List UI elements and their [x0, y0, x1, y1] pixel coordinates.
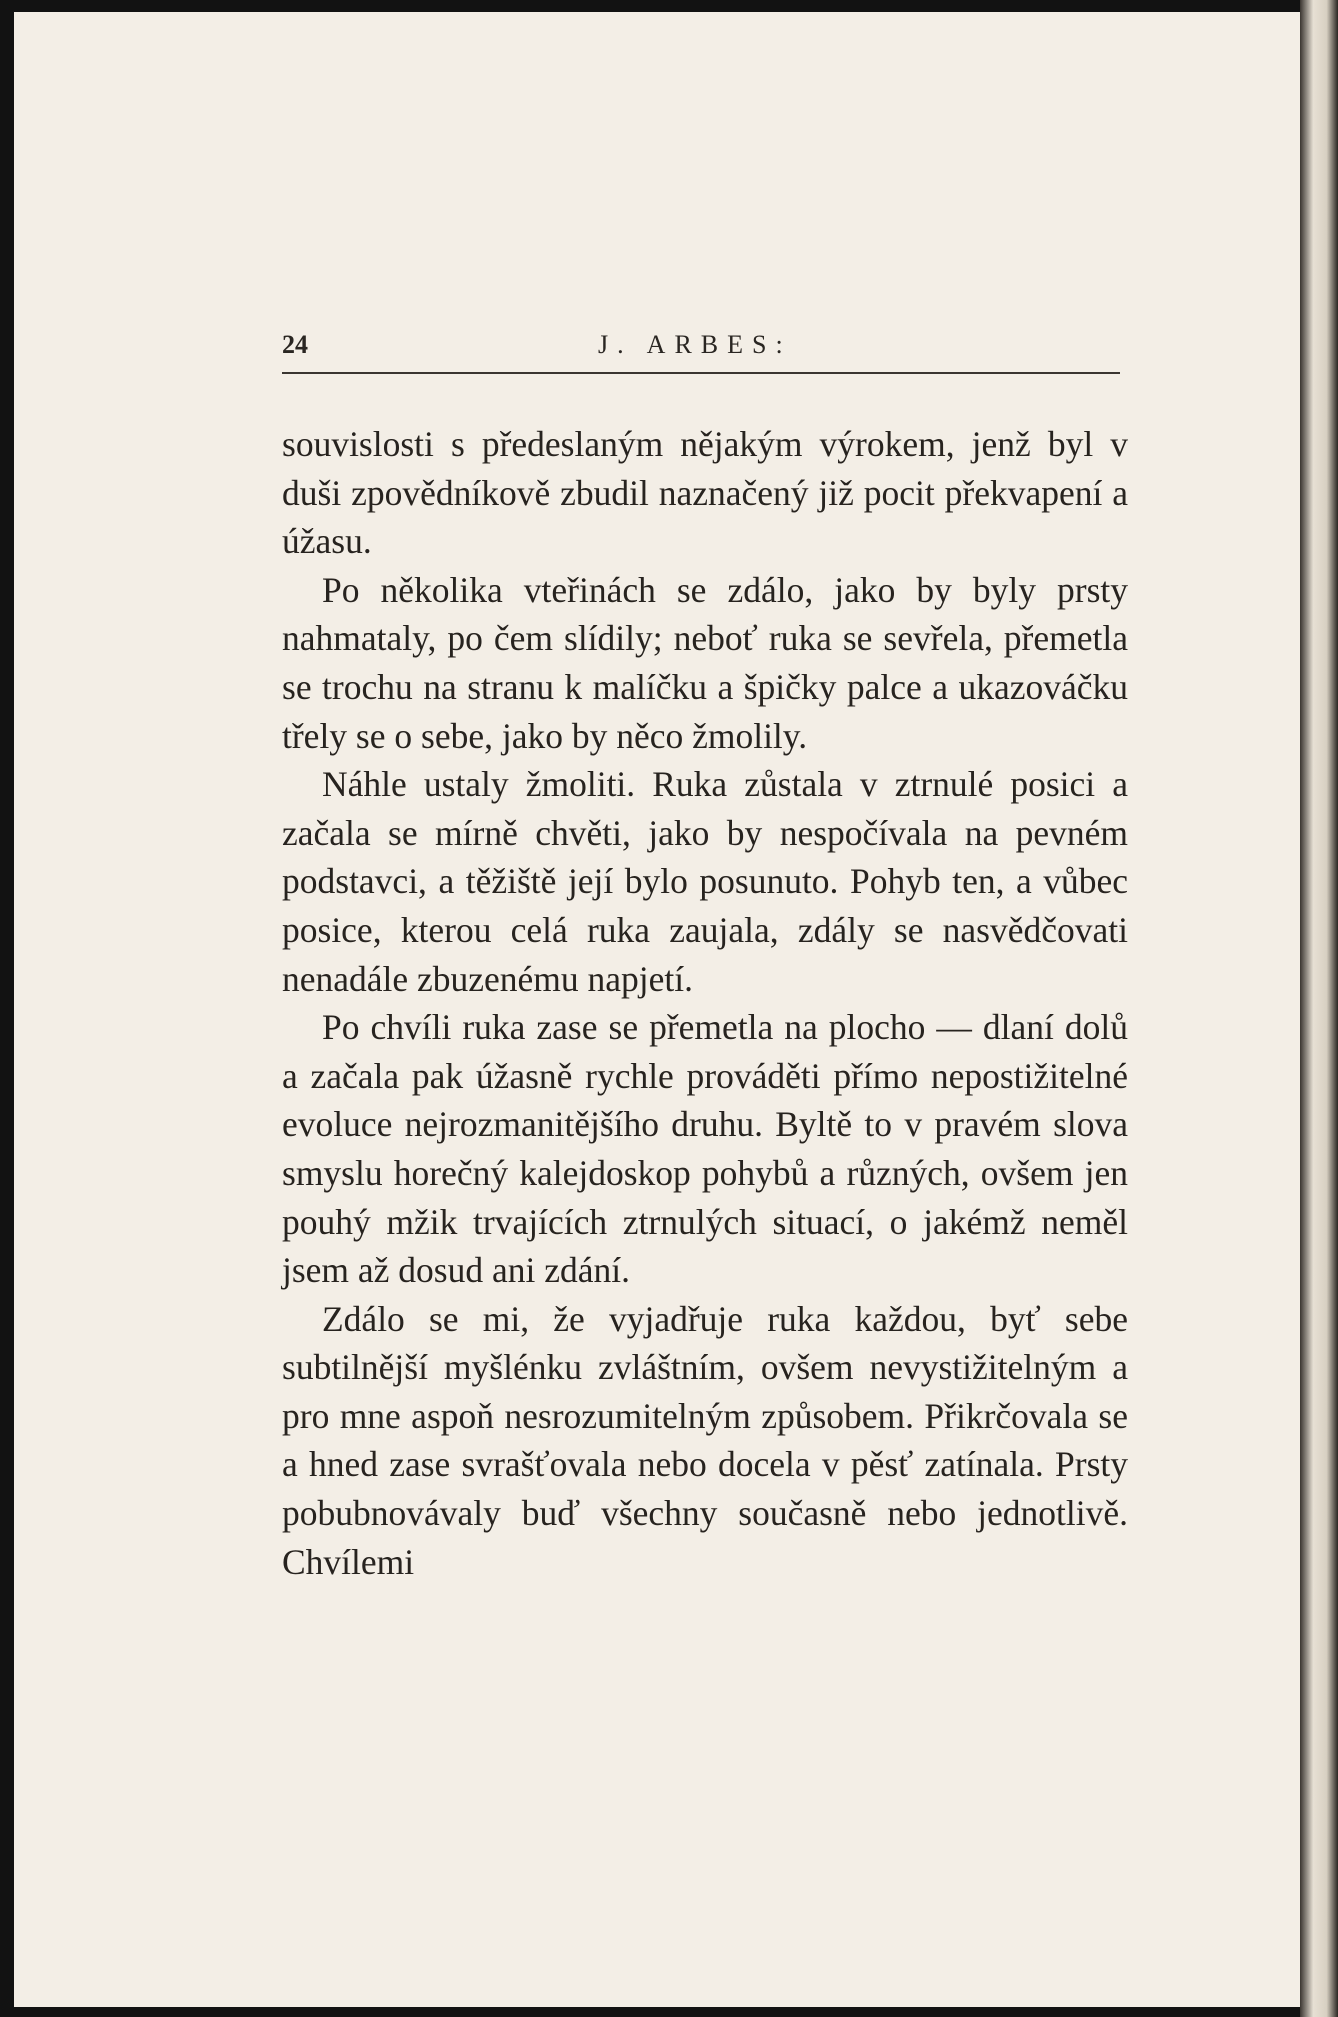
header-rule [282, 372, 1120, 374]
running-title: J. ARBES: [598, 330, 792, 359]
paragraph: Zdálo se mi, že vyjadřuje ruka každou, byť sebe subtilnější myšlénku zvláštním, ovšem nevystižitelným a pro mne aspoň nesrozumitelným způsobem. Přikrčovala se a hned zase svrašťovala nebo docela v pěsť zatínala. Prsty pobubnovávaly buď všechny současně nebo jednotlivě. Chvílemi [282, 1298, 1128, 1582]
paragraph: Po několika vteřinách se zdálo, jako by byly prsty nahmataly, po čem slídily; neboť ruka se sevřela, přemetla se trochu na stranu k malíčku a špičky palce a ukazováčku třely se o sebe, jako by něco žmolily. [282, 569, 1128, 756]
book-edge [1300, 0, 1338, 2017]
page-header [282, 330, 1120, 370]
body-text [282, 420, 1128, 1586]
paragraph: Po chvíli ruka zase se přemetla na plocho — dlaní dolů a začala pak úžasně rychle prováděti přímo nepostižitelné evoluce nejrozmanitějšího druhu. Byltě to v pravém slova smyslu horečný kalejdoskop pohybů a různých, ovšem jen pouhý mžik trvajících ztrnulých situací, o jakémž neměl jsem až dosud ani zdání. [282, 1007, 1128, 1291]
page-number: 24 [282, 330, 308, 359]
paragraph: Náhle ustaly žmoliti. Ruka zůstala v ztrnulé posici a začala se mírně chvěti, jako by nespočívala na pevném podstavci, a těžiště její bylo posunuto. Pohyb ten, a vůbec posice, kterou celá ruka zaujala, zdály se nasvědčovati nenadále zbuzenému napjetí. [282, 764, 1128, 999]
paragraph: souvislosti s předeslaným nějakým výrokem, jenž byl v duši zpovědníkově zbudil naznačený již pocit překvapení a úžasu. [282, 424, 1128, 562]
